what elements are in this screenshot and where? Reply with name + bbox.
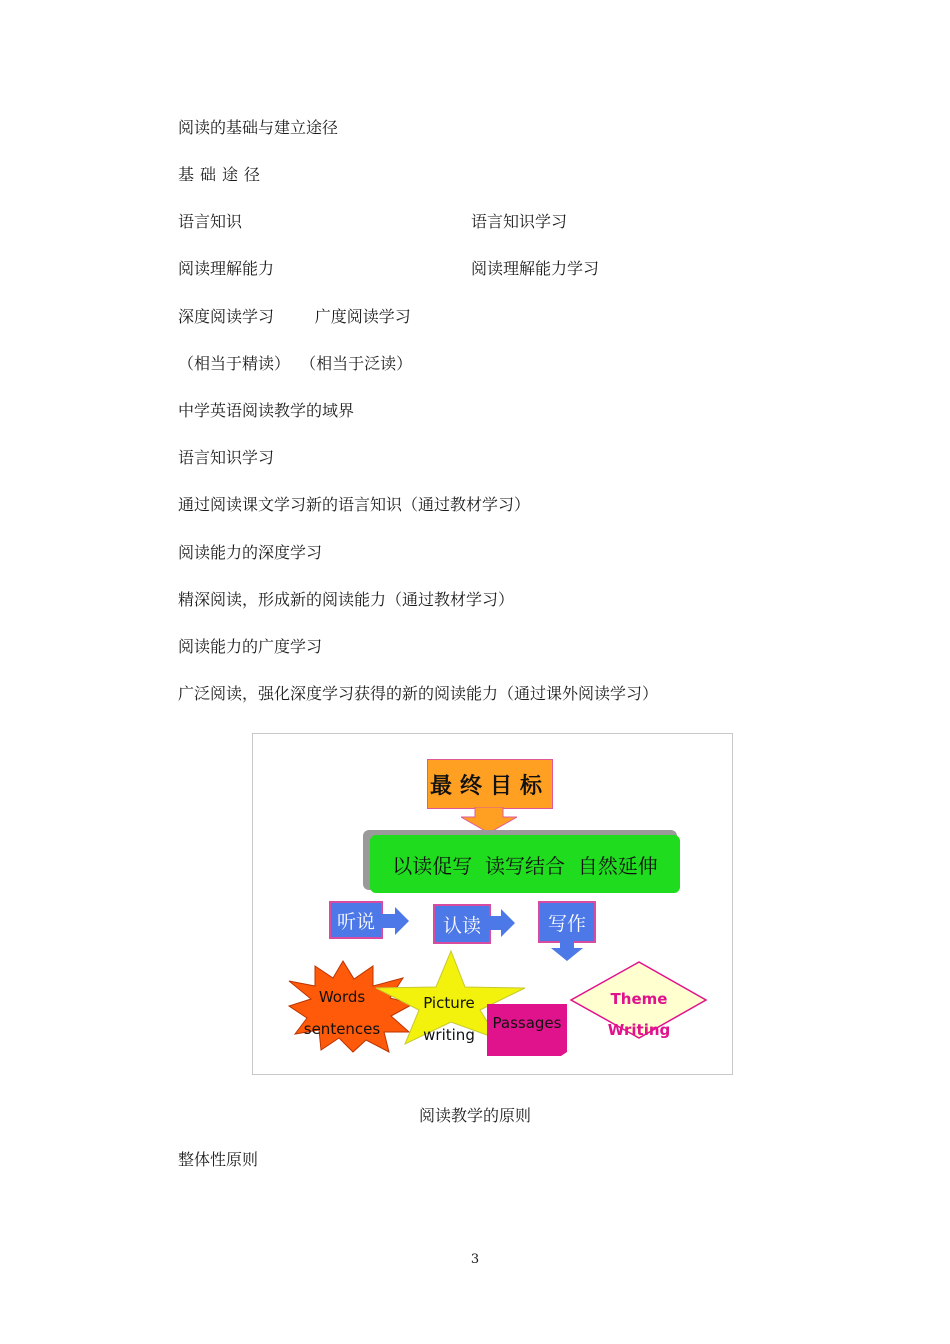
heading-basis-path: 基础途径: [178, 165, 267, 184]
theme-writing-label: Writing: [607, 1021, 671, 1039]
heading-reading-basis: 阅读的基础与建立途径: [178, 118, 339, 137]
right-arrow-icon: [489, 909, 515, 937]
read-box: 认读: [433, 904, 491, 944]
words-label: Words: [318, 988, 366, 1006]
text-language-knowledge: 语言知识: [178, 212, 243, 231]
listen-speak-box: 听说: [329, 901, 383, 939]
text-textbook-language: 通过阅读课文学习新的语言知识（通过教材学习）: [178, 495, 531, 514]
sentences-label: sentences: [303, 1020, 381, 1038]
writing-label: writing: [423, 1026, 475, 1044]
picture-label: Picture: [423, 994, 475, 1012]
main-goal-box: 以读促写 读写结合 自然延伸: [370, 835, 680, 893]
text-intensive-extensive: （相当于精读） （相当于泛读）: [178, 354, 413, 373]
text-depth-learning: 阅读能力的深度学习: [178, 543, 323, 562]
figure-caption: 阅读教学的原则: [418, 1106, 531, 1125]
page-number: 3: [470, 1252, 480, 1267]
right-arrow-icon: [381, 907, 409, 935]
heading-holistic-principle: 整体性原则: [178, 1150, 259, 1169]
text-depth-breadth: 深度阅读学习 广度阅读学习: [178, 307, 411, 326]
diagram-shapes: [253, 734, 732, 1074]
text-language-study: 语言知识学习: [178, 448, 275, 467]
text-reading-comprehension-learning: 阅读理解能力学习: [471, 259, 600, 278]
goal-box: 最终目标: [427, 759, 553, 809]
reading-writing-diagram: [252, 733, 733, 1075]
text-extensive-reading: 广泛阅读，强化深度学习获得的新的阅读能力（通过课外阅读学习）: [178, 684, 659, 703]
passages-label: Passages: [492, 1014, 562, 1032]
heading-domain: 中学英语阅读教学的域界: [178, 401, 355, 420]
theme-label: Theme: [610, 990, 668, 1008]
text-language-knowledge-learning: 语言知识学习: [471, 212, 568, 231]
text-intensive-reading: 精深阅读，形成新的阅读能力（通过教材学习）: [178, 590, 515, 609]
text-reading-comprehension: 阅读理解能力: [178, 259, 275, 278]
burst-shape: [289, 961, 413, 1052]
write-box: 写作: [538, 901, 596, 943]
text-breadth-learning: 阅读能力的广度学习: [178, 637, 323, 656]
down-arrow-icon: [551, 941, 583, 961]
